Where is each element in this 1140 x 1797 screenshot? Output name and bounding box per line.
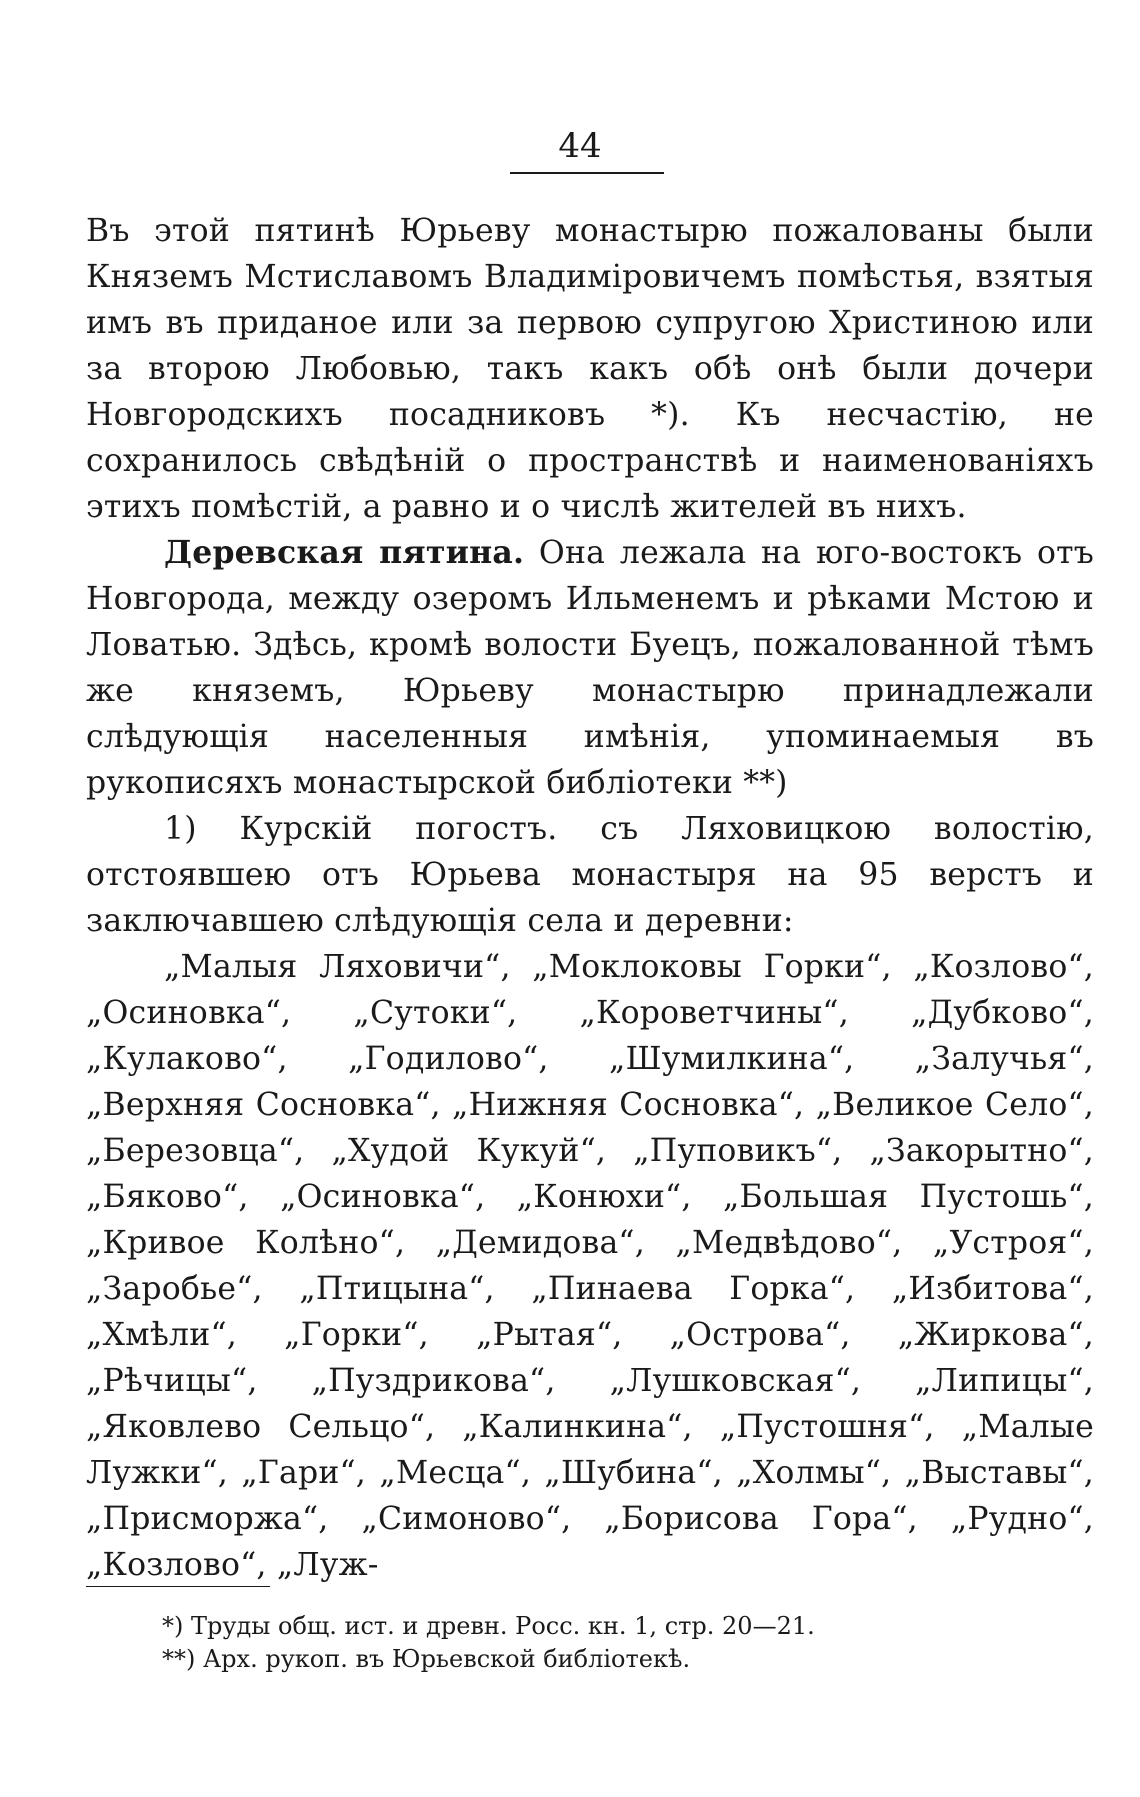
paragraph-2-text: Она лежала на юго-востокъ отъ Новгорода, между озеромъ Ильменемъ и рѣками Мстою и Ловатью. Здѣсь, кромѣ волости Буецъ, пожалованной тѣмъ же княземъ, Юрьеву монастырю принадлежали слѣдующія населенныя имѣнія, упоминаемыя въ рукописяхъ монастырской библіотеки **) (86, 535, 1094, 801)
footnote-2: **) Арх. рукоп. въ Юрьевской библіотекѣ. (162, 1645, 691, 1673)
paragraph-2 (86, 530, 1094, 806)
page-number-rule (510, 172, 664, 174)
paragraph-1: Въ этой пятинѣ Юрьеву монастырю пожалованы были Княземъ Мстиславомъ Владиміровичемъ помѣстья, взятыя имъ въ приданое или за первою супругою Христиною или за второю Любовью, такъ какъ обѣ онѣ были дочери Новгородскихъ посадниковъ *). Къ несчастію, не сохранилось свѣдѣній о пространствѣ и наименованіяхъ этихъ помѣстій, а равно и о числѣ жителей въ нихъ. (86, 213, 1094, 525)
section-heading: Деревская пятина. (164, 534, 525, 571)
body-text (86, 208, 1094, 1588)
paragraph-4: „Малыя Ляховичи“, „Моклоковы Горки“, „Козлово“, „Осиновка“, „Сутоки“, „Короветчины“, „Дубково“, „Кулаково“, „Годилово“, „Шумилкина“, „Залучья“, „Верхняя Сосновка“, „Нижняя Сосновка“, „Великое Село“, „Березовца“, „Худой Кукуй“, „Пуповикъ“, „Закорытно“, „Бяково“, „Осиновка“, „Конюхи“, „Большая Пустошь“, „Кривое Колѣно“, „Демидова“, „Медвѣдово“, „Устроя“, „Заробье“, „Птицына“, „Пинаева Горка“, „Избитова“, „Хмѣли“, „Горки“, „Рытая“, „Острова“, „Жиркова“, „Рѣчицы“, „Пуздрикова“, „Лушковская“, „Липицы“, „Яковлево Сельцо“, „Калинкина“, „Пустошня“, „Малые Лужки“, „Гари“, „Месца“, „Шубина“, „Холмы“, „Выставы“, „Присморжа“, „Симоново“, „Борисова Гора“, „Рудно“, „Козлово“, „Луж- (86, 949, 1094, 1583)
footnotes (86, 1610, 1094, 1676)
footnote-1: *) Труды общ. ист. и древн. Росс. кн. 1, стр. 20—21. (162, 1612, 815, 1640)
paragraph-3: 1) Курскій погостъ. съ Ляховицкою волостію, отстоявшею отъ Юрьева монастыря на 95 верстъ и заключавшею слѣдующія села и деревни: (86, 811, 1094, 939)
footnote-rule (86, 1586, 270, 1587)
page-number: 44 (558, 126, 602, 166)
